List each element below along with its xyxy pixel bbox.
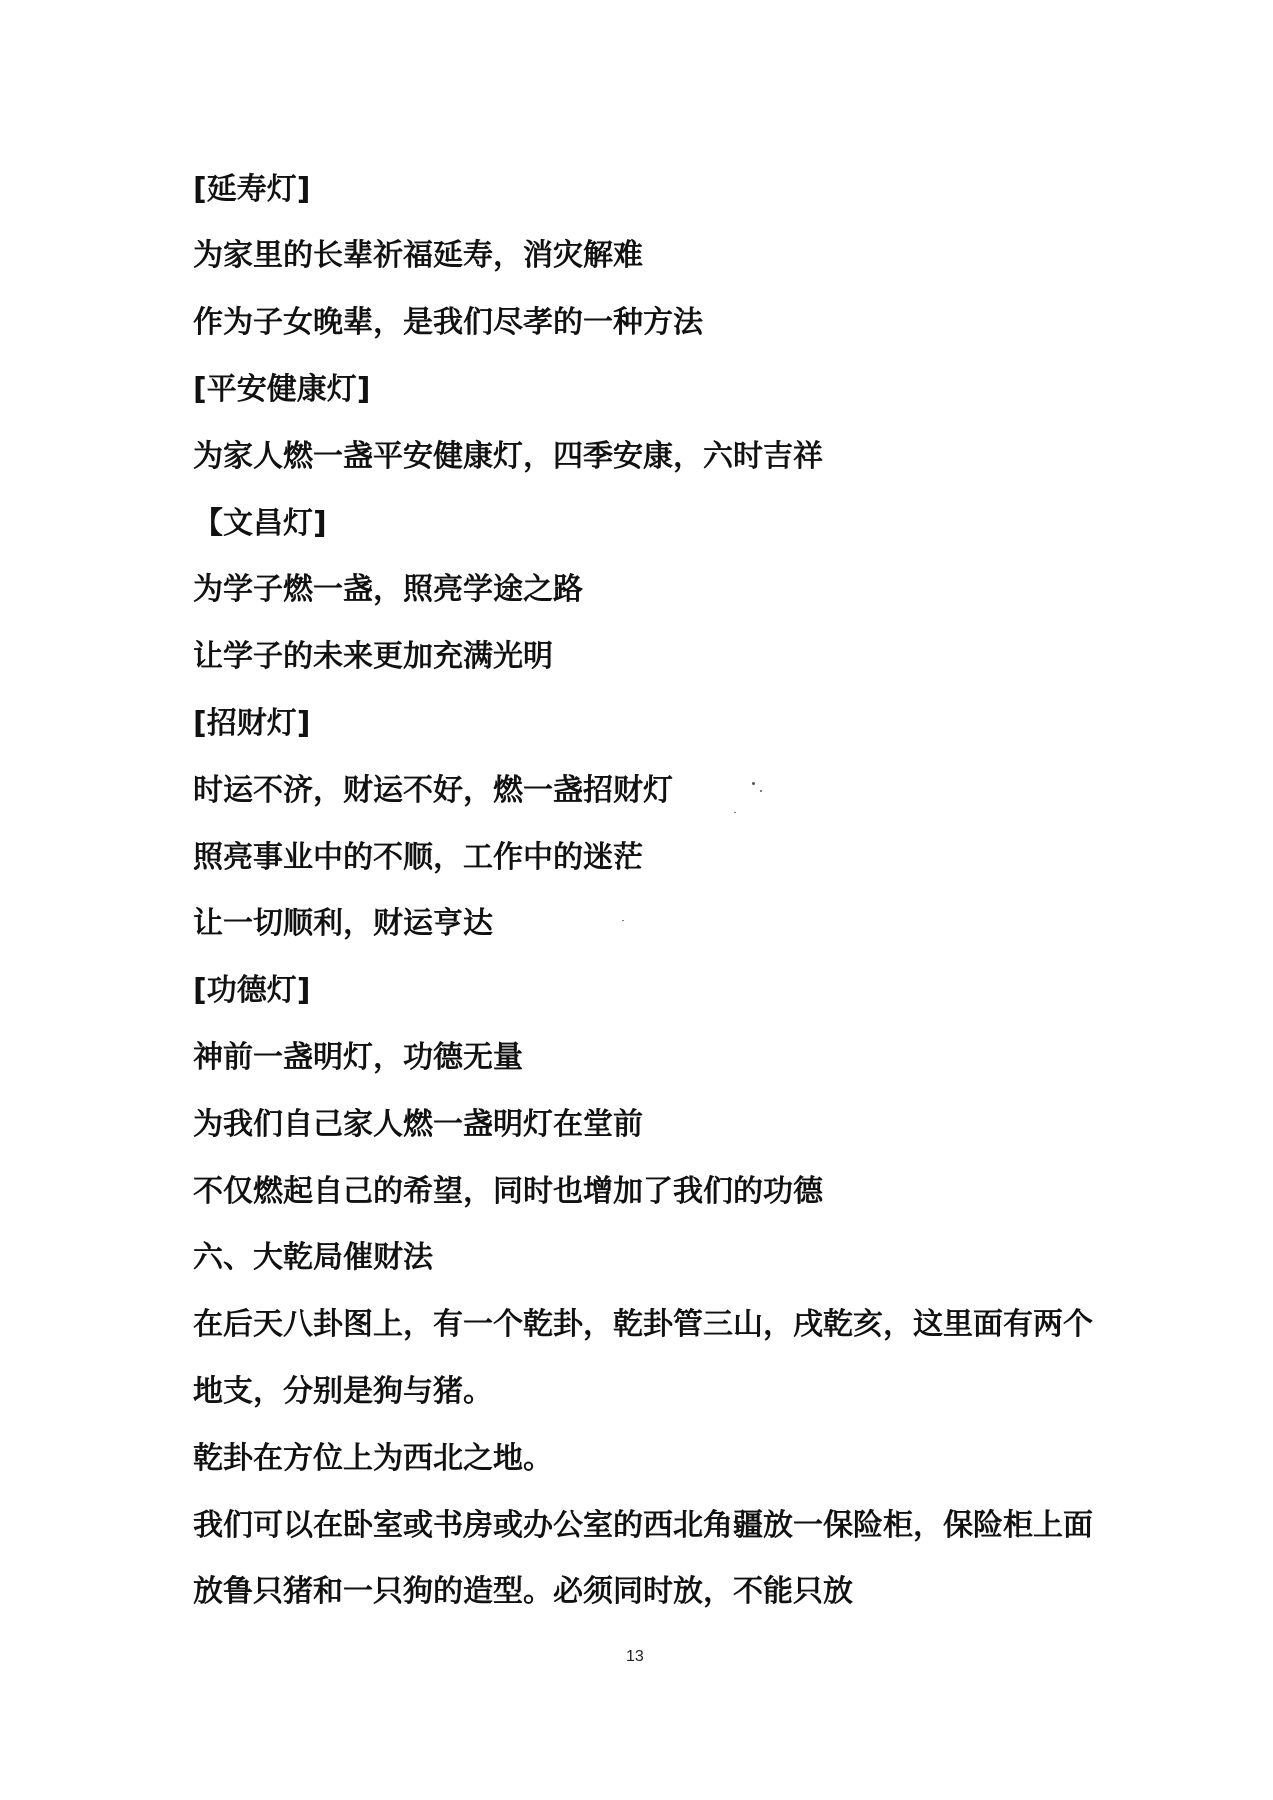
heading-gongde-lamp: [功德灯]: [193, 973, 311, 1008]
text-line: 为家里的长辈祈福延寿，消灾解难: [193, 238, 643, 273]
text-line: 让学子的未来更加充满光明: [193, 639, 553, 674]
text-line: 在后天八卦图上，有一个乾卦，乾卦管三山，戌乾亥，这里面有两个: [193, 1307, 1093, 1342]
section-heading-daqian: 六、大乾局催财法: [193, 1240, 433, 1275]
scan-speck: [752, 782, 755, 785]
page-number: 13: [626, 1648, 644, 1665]
heading-wenchang-lamp: 【文昌灯]: [193, 506, 327, 541]
heading-pingan-jiankang-lamp: [平安健康灯]: [193, 372, 371, 407]
text-line: 作为子女晚辈，是我们尽孝的一种方法: [193, 305, 703, 340]
text-line: 时运不济，财运不好，燃一盏招财灯: [193, 773, 673, 808]
text-line: 为家人燃一盏平安健康灯，四季安康，六时吉祥: [193, 439, 823, 474]
text-line: 为我们自己家人燃一盏明灯在堂前: [193, 1107, 643, 1142]
heading-zhaocai-lamp: [招财灯]: [193, 706, 311, 741]
heading-yanshou-lamp: [延寿灯]: [193, 172, 311, 207]
text-line: 神前一盏明灯，功德无量: [193, 1040, 523, 1075]
text-line: 让一切顺利，财运亨达: [193, 906, 493, 941]
scan-speck: [760, 790, 762, 792]
text-line: 乾卦在方位上为西北之地。: [193, 1441, 553, 1476]
text-line: 放鲁只猪和一只狗的造型。必须同时放，不能只放: [193, 1574, 853, 1609]
text-line: 照亮事业中的不顺，工作中的迷茫: [193, 840, 643, 875]
text-line: 地支，分别是狗与猪。: [193, 1374, 493, 1409]
text-line: 不仅燃起自己的希望，同时也增加了我们的功德: [193, 1174, 823, 1209]
scan-speck: [622, 920, 624, 921]
text-line: 为学子燃一盏，照亮学途之路: [193, 572, 583, 607]
scan-speck: [734, 812, 736, 813]
text-line: 我们可以在卧室或书房或办公室的西北角疆放一保险柜，保险柜上面: [193, 1508, 1093, 1543]
